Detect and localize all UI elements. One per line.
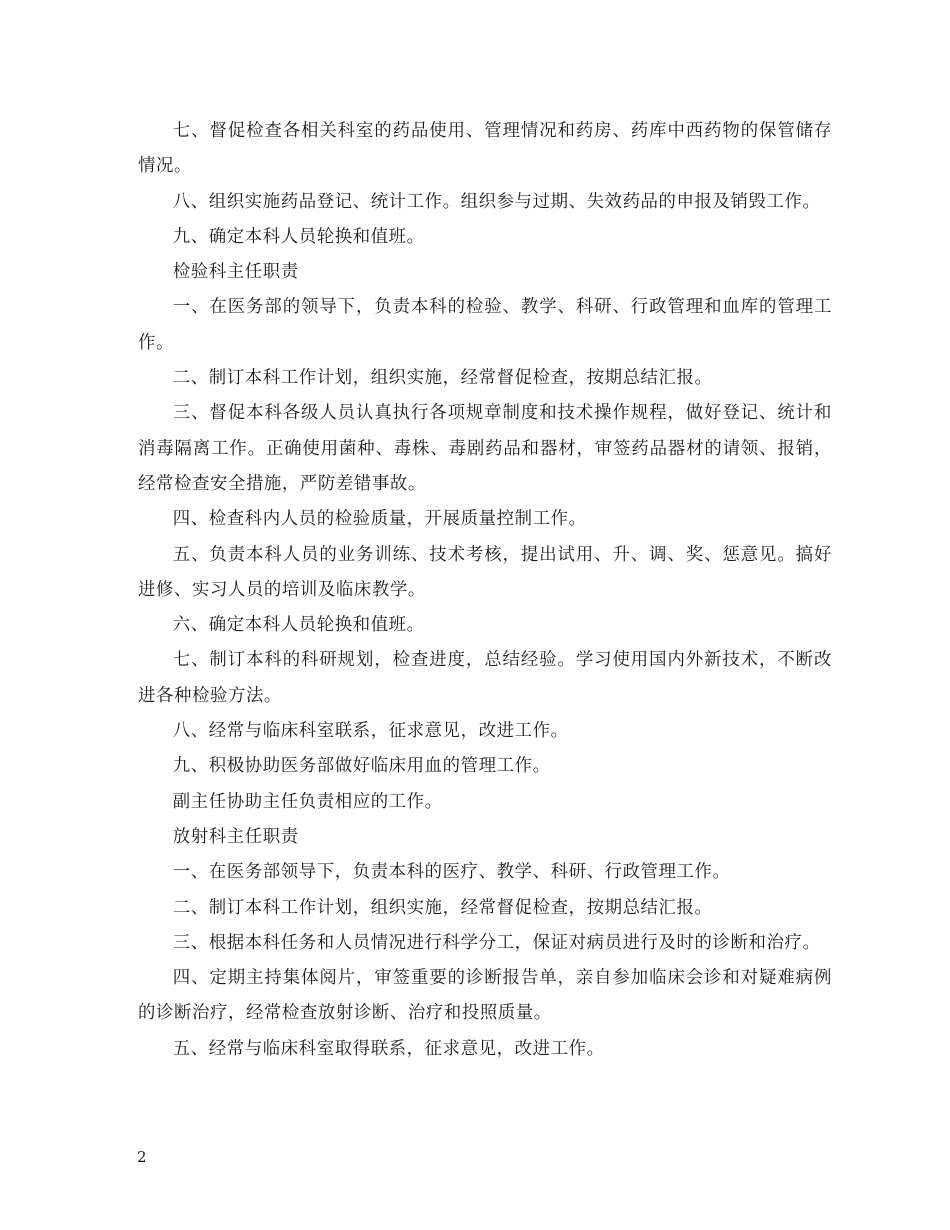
- paragraph-radiology-item-5: 五、经常与临床科室取得联系，征求意见，改进工作。: [172, 1038, 605, 1059]
- paragraph-radiology-item-3: 三、根据本科任务和人员情况进行科学分工，保证对病员进行及时的诊断和治疗。: [172, 932, 821, 953]
- paragraph-radiology-item-1: 一、在医务部领导下，负责本科的医疗、教学、科研、行政管理工作。: [172, 862, 731, 883]
- paragraph-radiology-item-4: 四、定期主持集体阅片，审签重要的诊断报告单，亲自参加临床会诊和对疑难病例的诊断治疗，经常检查放射诊断、治疗和投照质量。: [138, 968, 832, 1024]
- paragraph-lab-item-5: 五、负责本科人员的业务训练、技术考核，提出试用、升、调、奖、惩意见。搞好进修、实习人员的培训及临床教学。: [138, 544, 832, 600]
- paragraph-lab-item-6: 六、确定本科人员轮换和值班。: [172, 615, 425, 636]
- paragraph-radiology-item-2: 二、制订本科工作计划，组织实施，经常督促检查，按期总结汇报。: [172, 897, 713, 918]
- section-heading-radiology-director: 放射科主任职责: [172, 826, 299, 847]
- paragraph-lab-item-4: 四、检查科内人员的检验质量，开展质量控制工作。: [172, 509, 587, 530]
- paragraph-lab-item-9: 九、积极协助医务部做好临床用血的管理工作。: [172, 756, 551, 777]
- paragraph-pharmacy-item-8: 八、组织实施药品登记、统计工作。组织参与过期、失效药品的申报及销毁工作。: [172, 191, 821, 212]
- paragraph-lab-item-1: 一、在医务部的领导下，负责本科的检验、教学、科研、行政管理和血库的管理工作。: [138, 297, 832, 353]
- paragraph-lab-item-3: 三、督促本科各级人员认真执行各项规章制度和技术操作规程，做好登记、统计和消毒隔离工作。正确使用菌种、毒株、毒剧药品和器材，审签药品器材的请领、报销，经常检查安全措施，严防差错事故。: [138, 403, 832, 494]
- paragraph-pharmacy-item-9: 九、确定本科人员轮换和值班。: [172, 226, 425, 247]
- document-body: [138, 114, 832, 1067]
- page-number: 2: [137, 1148, 147, 1166]
- paragraph-pharmacy-item-7: 七、督促检查各相关科室的药品使用、管理情况和药房、药库中西药物的保管储存情况。: [138, 121, 832, 177]
- paragraph-lab-item-7: 七、制订本科的科研规划，检查进度，总结经验。学习使用国内外新技术，不断改进各种检验方法。: [138, 650, 832, 706]
- paragraph-lab-deputy: 副主任协助主任负责相应的工作。: [172, 791, 443, 812]
- paragraph-lab-item-2: 二、制订本科工作计划，组织实施，经常督促检查，按期总结汇报。: [172, 368, 713, 389]
- paragraph-lab-item-8: 八、经常与临床科室联系，征求意见，改进工作。: [172, 721, 569, 742]
- section-heading-laboratory-director: 检验科主任职责: [172, 262, 299, 283]
